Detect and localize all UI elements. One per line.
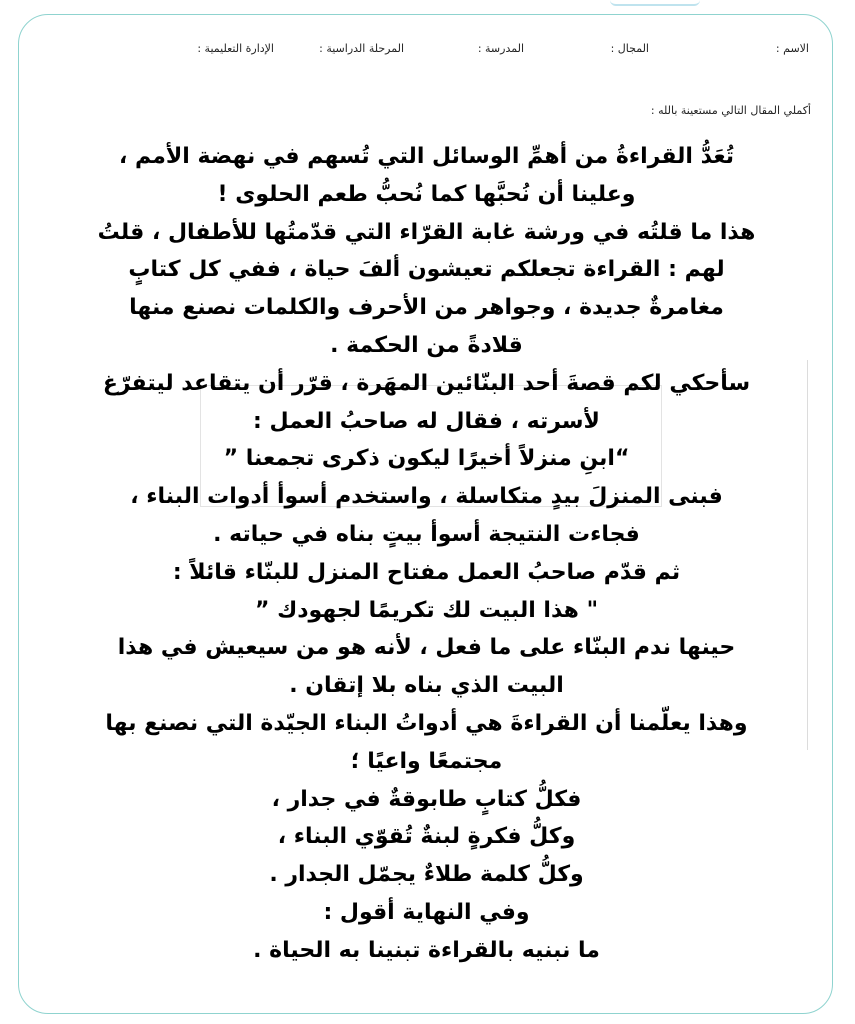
name-field-label: الاسم : bbox=[775, 42, 809, 55]
essay-line: فكلُّ كتابٍ طابوقةٌ في جدار ، bbox=[271, 786, 582, 812]
essay-line: ثم قدّم صاحبُ العمل مفتاح المنزل للبنّاء قائلاً : bbox=[172, 559, 681, 585]
essay-line: حينها ندم البنّاء على ما فعل ، لأنه هو من سيعيش في هذا bbox=[117, 635, 736, 661]
instruction-text: أكملي المقال التالي مستعينة بالله : bbox=[650, 104, 811, 117]
essay-line: مجتمعًا واعيًا ؛ bbox=[350, 748, 503, 774]
school-field-label: المدرسة : bbox=[477, 42, 524, 55]
essay-line: لأسرته ، فقال له صاحبُ العمل : bbox=[253, 408, 600, 434]
essay-line: فجاءت النتيجة أسوأ بيتٍ بناه في حياته . bbox=[213, 521, 640, 547]
grade-field-label: المرحلة الدراسية : bbox=[319, 42, 404, 55]
side-rule bbox=[807, 360, 808, 750]
essay-line: ما نبنيه بالقراءة تبنينا به الحياة . bbox=[253, 937, 600, 963]
essay-body bbox=[48, 138, 805, 970]
essay-line: وعلينا أن نُحبَّها كما نُحبُّ طعم الحلوى ! bbox=[217, 181, 636, 207]
student-info-header bbox=[110, 42, 809, 60]
essay-line: وفي النهاية أقول : bbox=[323, 899, 530, 925]
essay-line: وكلُّ كلمة طلاءٌ يجمّل الجدار . bbox=[269, 862, 584, 888]
essay-line: تُعَدُّ القراءةُ من أهمِّ الوسائل التي تُسهم في نهضة الأمم ، bbox=[118, 144, 734, 169]
essay-line: قلادةً من الحكمة . bbox=[330, 332, 523, 358]
essay-line: هذا ما قلتُه في ورشة غابة القرّاء التي قدّمتُها للأطفال ، قلتُ bbox=[97, 219, 756, 245]
essay-line: “ابنِ منزلاً أخيرًا ليكون ذكرى تجمعنا ” bbox=[223, 446, 630, 472]
top-strip bbox=[0, 0, 855, 14]
essay-line: فبنى المنزلَ بيدٍ متكاسلة ، واستخدم أسوأ أدوات البناء ، bbox=[130, 484, 723, 510]
essay-line: وكلُّ فكرةٍ لبنةٌ تُقوّي البناء ، bbox=[277, 824, 576, 850]
essay-line: " هذا البيت لك تكريمًا لجهودك ” bbox=[254, 597, 599, 623]
essay-line: لهم : القراءة تجعلكم تعيشون ألفَ حياة ، ففي كل كتابٍ bbox=[128, 257, 725, 283]
education-admin-field-label: الإدارة التعليمية : bbox=[197, 42, 274, 55]
top-decoration bbox=[610, 0, 700, 6]
essay-line: سأحكي لكم قصةَ أحد البنّائين المهَرة ، قرّر أن يتقاعد ليتفرّغ bbox=[102, 370, 751, 396]
essay-line: مغامرةٌ جديدة ، وجواهر من الأحرف والكلمات نصنع منها bbox=[129, 295, 724, 321]
essay-line: البيت الذي بناه بلا إتقان . bbox=[289, 673, 564, 699]
subject-field-label: المجال : bbox=[610, 42, 649, 55]
essay-line: وهذا يعلّمنا أن القراءةَ هي أدواتُ البناء الجيّدة التي نصنع بها bbox=[105, 710, 748, 736]
